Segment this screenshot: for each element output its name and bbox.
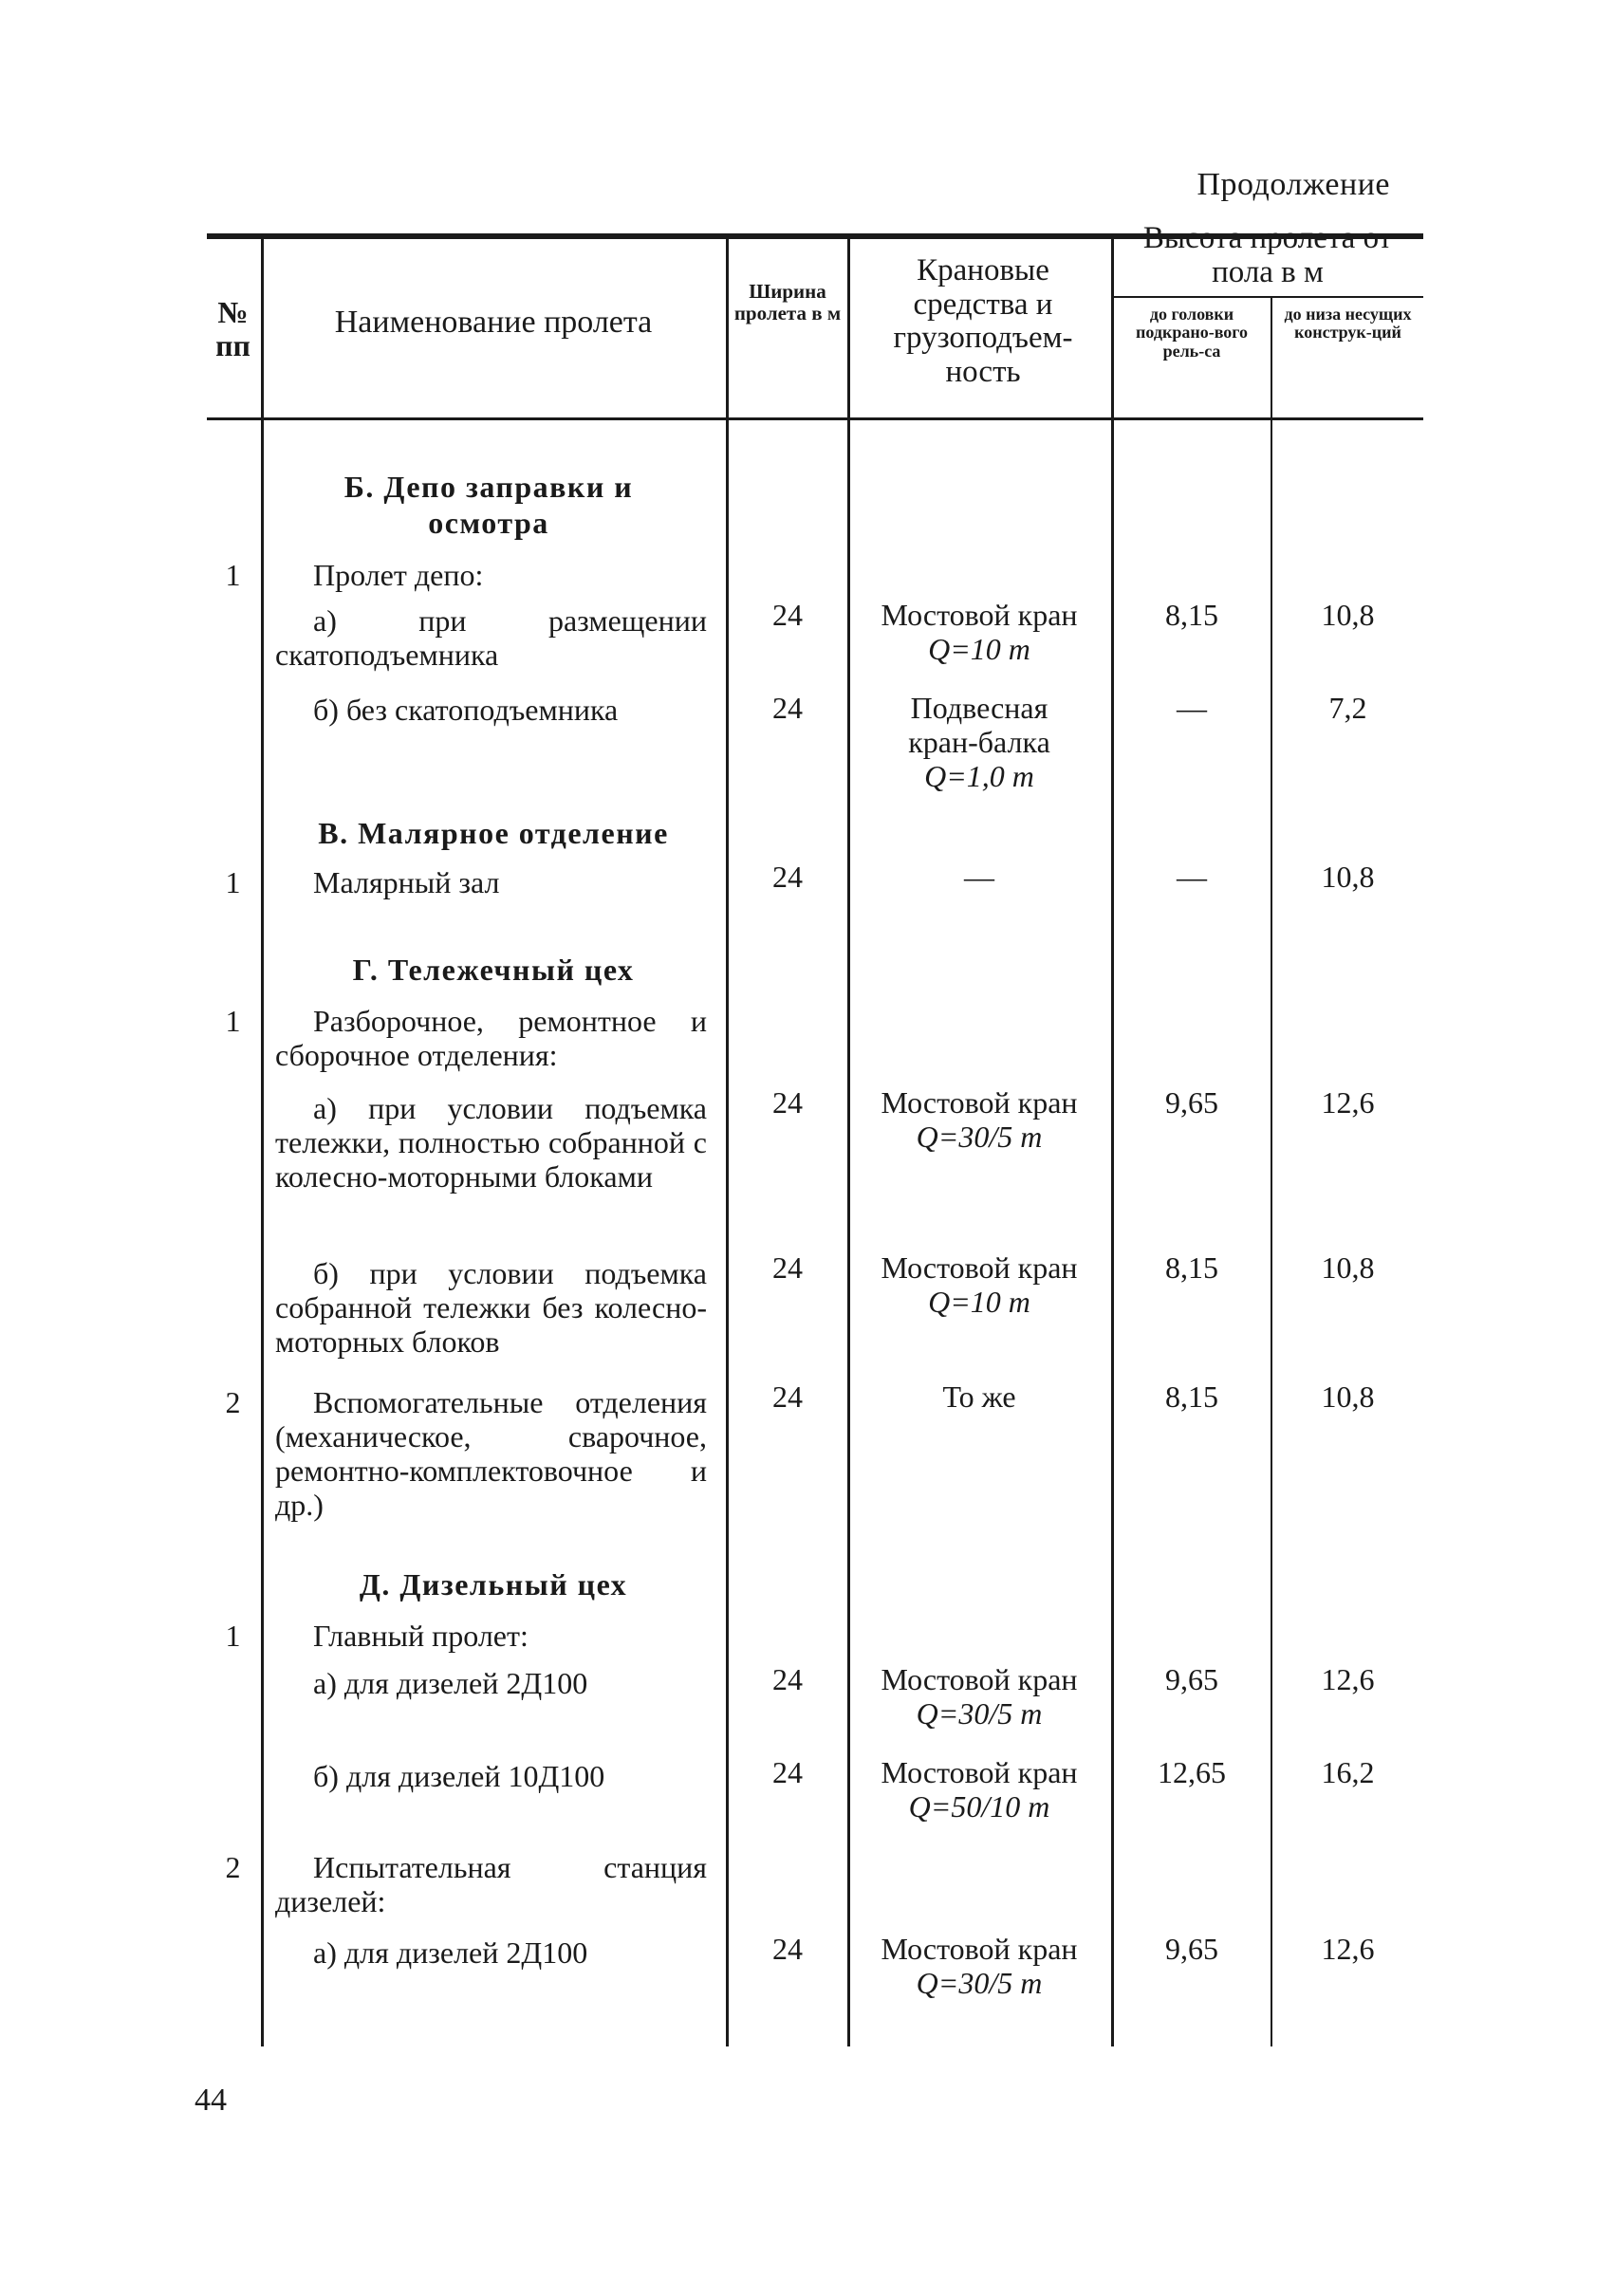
row-crane-type: То же <box>942 1379 1016 1414</box>
row-num: 1 <box>225 558 241 592</box>
row-name: Пролет депо: <box>313 558 484 592</box>
row-height-rail: 9,65 <box>1165 1932 1218 1966</box>
row-height-rail: — <box>1177 860 1207 894</box>
row-width: 24 <box>772 1250 803 1285</box>
row-crane-type: Мостовой кран <box>881 1755 1078 1789</box>
row-crane-capacity: Q=30/5 т <box>916 1696 1043 1731</box>
row-width: 24 <box>772 691 803 725</box>
row-width: 24 <box>772 1932 803 1966</box>
header-sub-rule <box>1112 296 1423 298</box>
row-height-struct: 10,8 <box>1321 598 1375 632</box>
row-name: Испытательная станция дизелей: <box>275 1850 707 1918</box>
row-name: Вспомогательные отделения (механическое, сварочное, ремонтно-комплектовочное и др.) <box>275 1385 707 1522</box>
header-height: Высота пролета от пола в м <box>1142 221 1393 289</box>
row-height-rail: — <box>1177 691 1207 725</box>
row-width: 24 <box>772 598 803 632</box>
row-height-struct: 16,2 <box>1321 1755 1375 1789</box>
row-height-rail: 12,65 <box>1158 1755 1226 1789</box>
row-height-struct: 10,8 <box>1321 1250 1375 1285</box>
row-height-struct: 12,6 <box>1321 1085 1375 1120</box>
row-crane-type: Подвесная кран-балка <box>908 691 1050 759</box>
row-crane-capacity: Q=30/5 т <box>916 1120 1043 1154</box>
row-width: 24 <box>772 1662 803 1696</box>
row-width: 24 <box>772 1755 803 1789</box>
row-name: а) для дизелей 2Д100 <box>313 1666 588 1700</box>
row-name: Главный пролет: <box>313 1619 529 1653</box>
header-height-rail: до головки подкрано-вого рель-са <box>1135 305 1249 361</box>
row-name: а) при условии подъемка тележки, полностью собранной с колесно-моторными блоками <box>275 1091 707 1194</box>
row-crane-type: Мостовой кран <box>881 1085 1078 1120</box>
row-crane-capacity: Q=1,0 т <box>924 759 1034 793</box>
section-title: Г. Тележечный цех <box>352 953 635 987</box>
row-num: 1 <box>225 1619 241 1653</box>
row-height-rail: 8,15 <box>1165 598 1218 632</box>
row-name: б) для дизелей 10Д100 <box>313 1759 605 1793</box>
section-title: В. Малярное отделение <box>318 816 669 850</box>
row-num: 1 <box>225 865 241 899</box>
col-divider-height <box>1271 296 1272 2046</box>
row-num: 2 <box>225 1385 241 1419</box>
row-height-rail: 9,65 <box>1165 1662 1218 1696</box>
continuation-label: Продолжение <box>1197 167 1390 202</box>
row-width: 24 <box>772 860 803 894</box>
row-crane-type: Мостовой кран <box>881 1250 1078 1285</box>
row-width: 24 <box>772 1085 803 1120</box>
section-title: Б. Депо заправки и осмотра <box>343 470 634 540</box>
row-height-struct: 10,8 <box>1321 1379 1375 1414</box>
section-title: Д. Дизельный цех <box>359 1567 628 1602</box>
row-name: б) при условии подъемка собранной тележки без колесно-моторных блоков <box>275 1256 707 1359</box>
row-name: а) при размещении скатоподъемника <box>275 603 707 672</box>
row-name: а) для дизелей 2Д100 <box>313 1935 588 1970</box>
row-crane-capacity: Q=10 т <box>928 1285 1030 1319</box>
col-divider-name <box>726 239 729 2046</box>
row-crane-capacity: Q=30/5 т <box>916 1966 1043 2000</box>
row-height-struct: 7,2 <box>1328 691 1367 725</box>
row-name: б) без скатоподъемника <box>313 693 619 727</box>
row-crane-capacity: Q=50/10 т <box>908 1789 1050 1824</box>
row-crane-capacity: Q=10 т <box>928 632 1030 666</box>
row-width: 24 <box>772 1379 803 1414</box>
header-name: Наименование пролета <box>334 305 653 340</box>
row-name: Разборочное, ремонтное и сборочное отделения: <box>275 1004 707 1072</box>
col-divider-num <box>261 239 264 2046</box>
row-name: Малярный зал <box>313 865 500 899</box>
row-crane-type: Мостовой кран <box>881 598 1078 632</box>
row-height-struct: 12,6 <box>1321 1932 1375 1966</box>
header-crane: Крановые средства и грузоподъем-ность <box>893 253 1073 389</box>
header-height-struct: до низа несущих конструк-ций <box>1284 305 1412 343</box>
row-crane-type: — <box>964 860 994 894</box>
row-height-struct: 12,6 <box>1321 1662 1375 1696</box>
row-height-rail: 9,65 <box>1165 1085 1218 1120</box>
header-bottom-rule <box>207 417 1423 420</box>
row-height-rail: 8,15 <box>1165 1250 1218 1285</box>
row-crane-type: Мостовой кран <box>881 1662 1078 1696</box>
row-height-struct: 10,8 <box>1321 860 1375 894</box>
header-num: № пп <box>215 295 250 362</box>
row-num: 1 <box>225 1004 241 1038</box>
row-height-rail: 8,15 <box>1165 1379 1218 1414</box>
page-number: 44 <box>195 2083 227 2118</box>
row-num: 2 <box>225 1850 241 1884</box>
header-width: Ширина пролета в м <box>733 280 842 324</box>
col-divider-crane <box>1111 239 1114 2046</box>
row-crane-type: Мостовой кран <box>881 1932 1078 1966</box>
